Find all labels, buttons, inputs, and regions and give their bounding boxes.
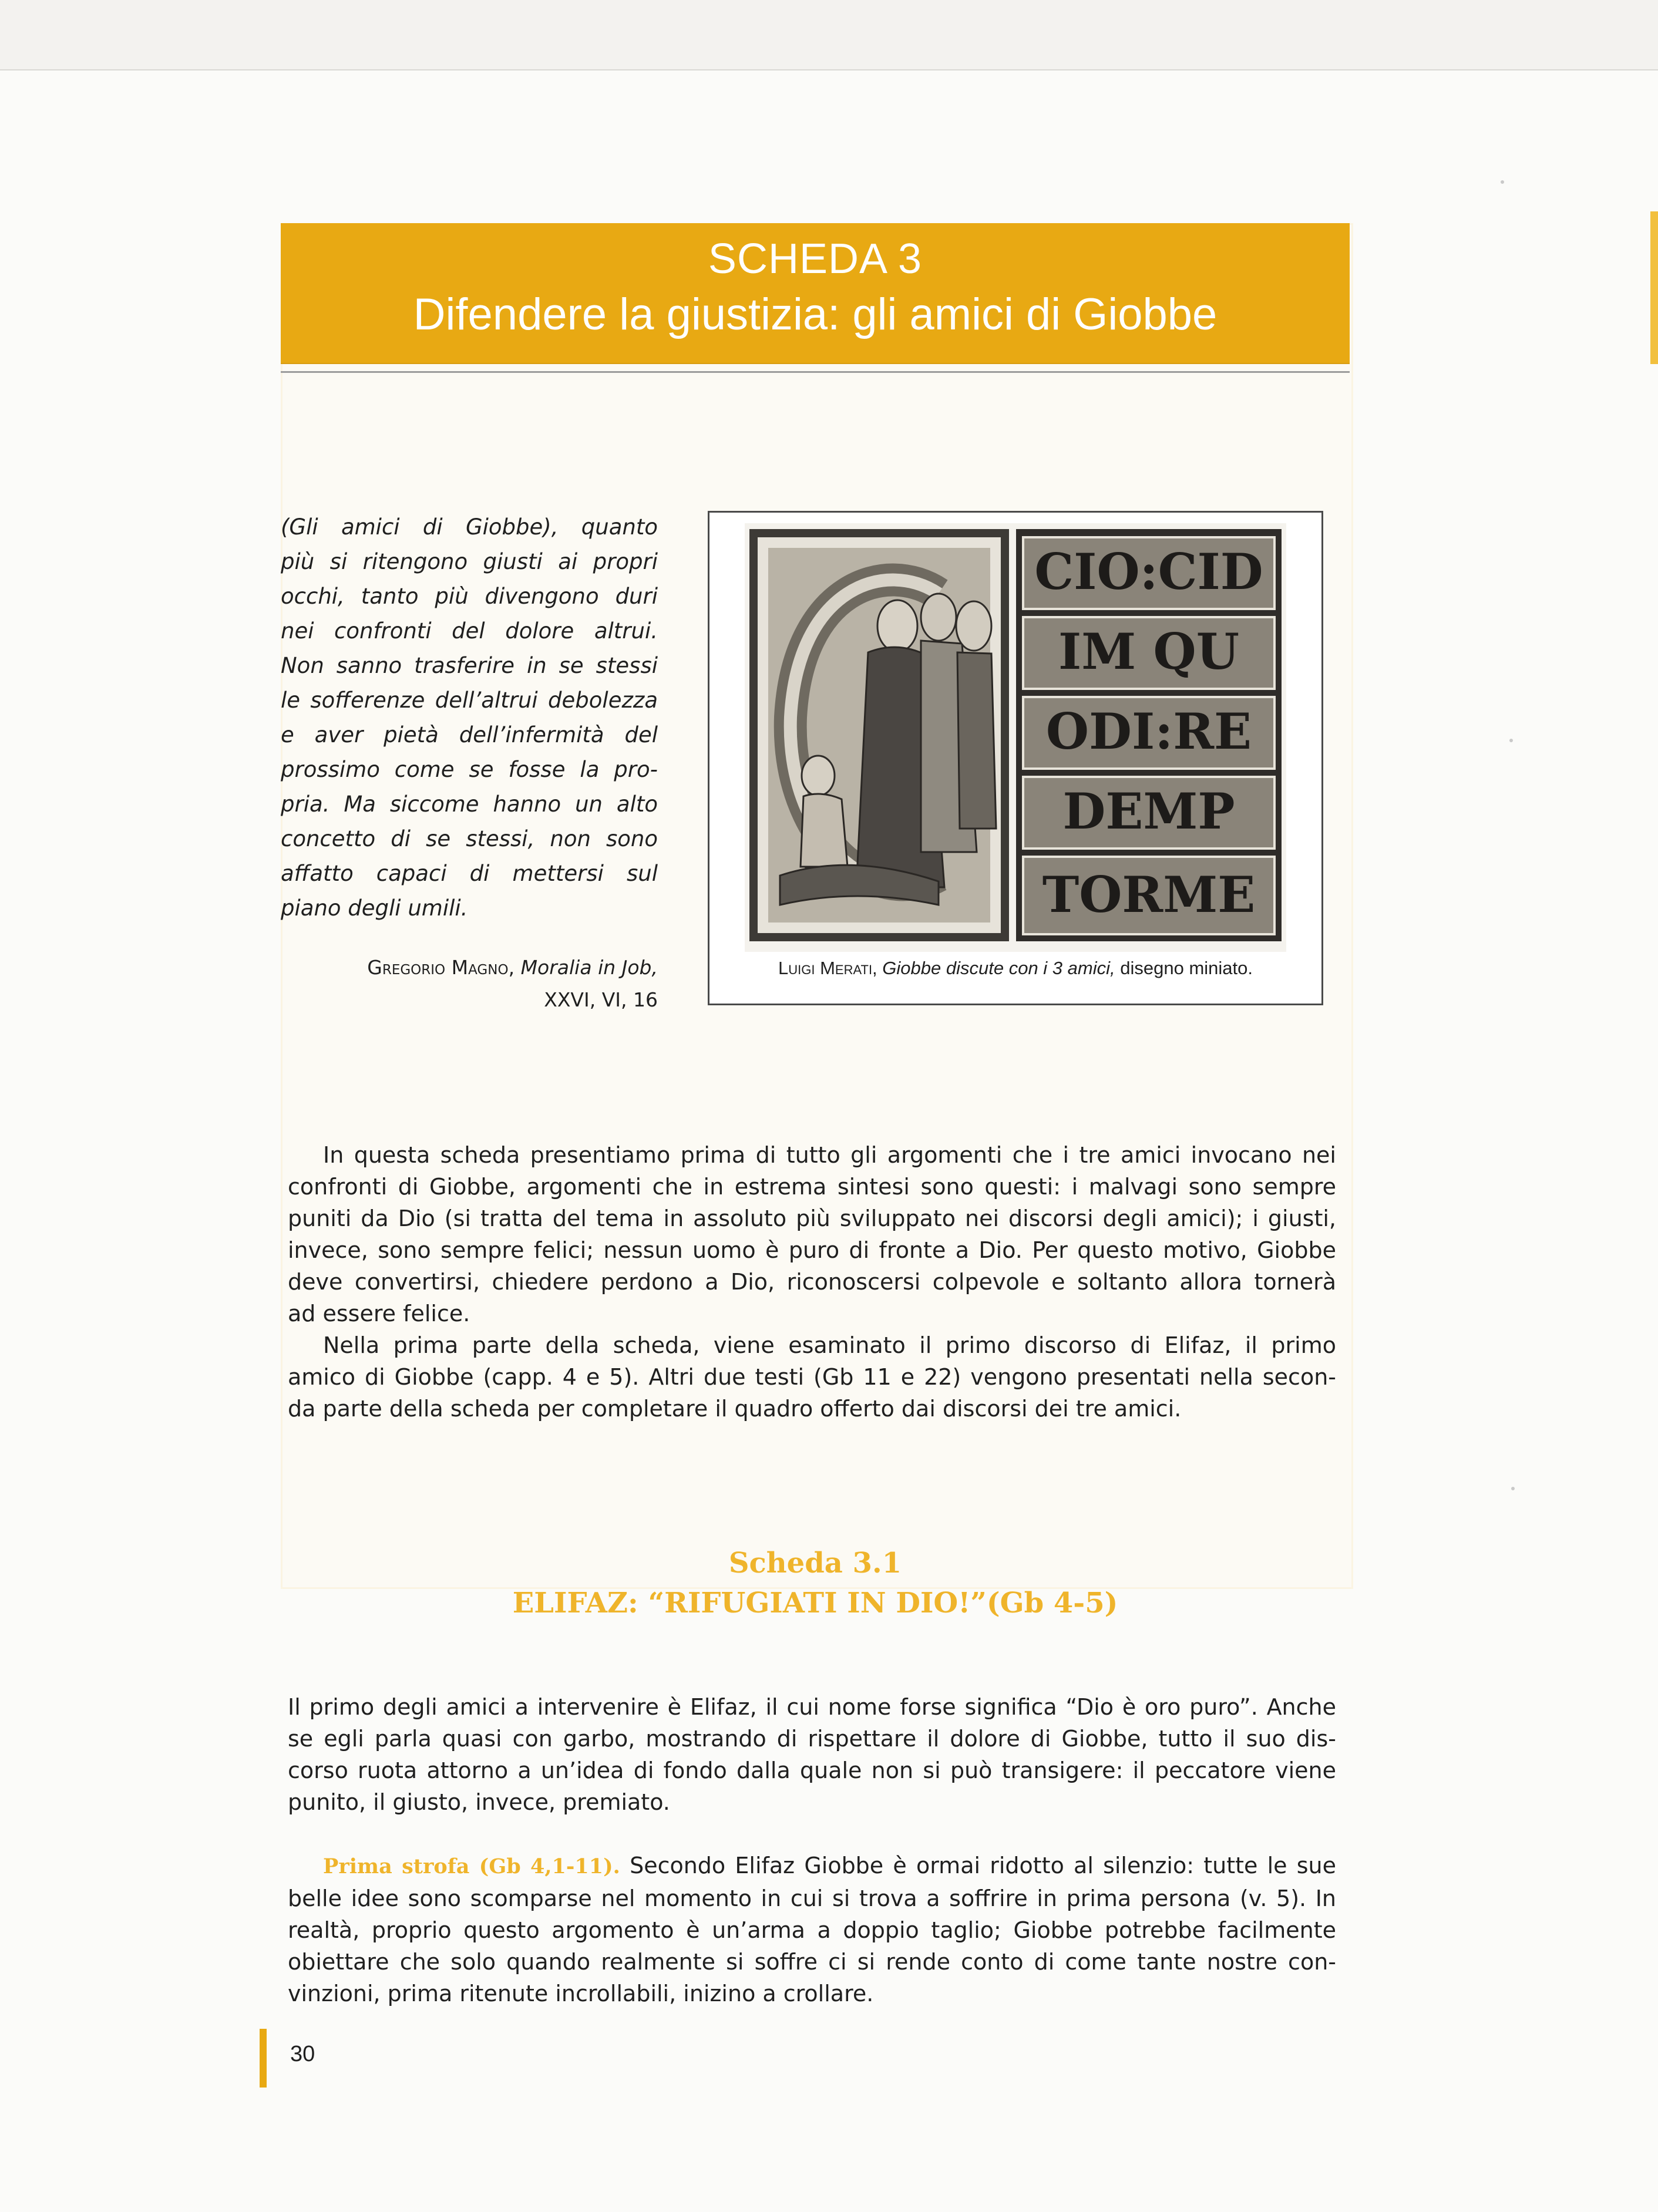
text-line: Nella prima parte della scheda, viene esaminato il primo discorso di Elifaz, il primo <box>323 1332 1336 1358</box>
quote-line: più si ritengono giusti ai propri <box>281 549 658 574</box>
section-title: ELIFAZ: “RIFUGIATI IN DIO!”(Gb 4-5) <box>512 1587 1118 1620</box>
quote-line: le sofferenze dell’altrui debolezza <box>281 688 658 713</box>
quote-line: (Gli amici di Giobbe), quanto <box>281 514 658 540</box>
page-title: Difendere la giustizia: gli amici di Giobbe <box>413 289 1218 339</box>
quote-attribution <box>281 951 658 1016</box>
quote-line: e aver pietà dell’infermità del <box>281 722 658 748</box>
caption-title: Giobbe discute con i 3 amici, <box>882 958 1115 978</box>
text-line: da parte della scheda per completare il quadro offerto dai discorsi dei tre amici. <box>288 1396 1182 1422</box>
intro-paragraph-2 <box>288 1329 1336 1425</box>
text-line: realtà, proprio questo argomento è un’arma a doppio taglio; Giobbe potrebbe facilmente <box>288 1917 1336 1943</box>
script-row: ODI:RE <box>1045 702 1252 760</box>
scheda-kicker: SCHEDA 3 <box>708 235 923 282</box>
script-row: CIO:CID <box>1034 543 1263 601</box>
quote-line: Non sanno trasferire in se stessi <box>281 653 658 678</box>
text-line: amico di Giobbe (capp. 4 e 5). Altri due testi (Gb 11 e 22) vengono presentati nella secon- <box>288 1364 1336 1390</box>
text-line: invece, sono sempre felici; nessun uomo è puro di fronte a Dio. Per questo motivo, Giobbe <box>288 1237 1336 1263</box>
illustration-figure <box>708 511 1323 1005</box>
script-row: TORME <box>1042 866 1256 924</box>
script-row: IM QU <box>1058 622 1239 681</box>
text-line: ad essere felice. <box>288 1301 470 1326</box>
text-line: deve convertirsi, chiedere perdono a Dio, riconoscersi colpevole e soltanto allora tornerà <box>288 1269 1336 1295</box>
quote-line: occhi, tanto più divengono duri <box>281 584 658 609</box>
text-line: In questa scheda presentiamo prima di tutto gli argomenti che i tre amici invocano nei <box>323 1142 1336 1168</box>
strofa-label: Prima strofa (Gb 4,1-11). <box>323 1854 620 1878</box>
caption-author: Luigi Merati, <box>778 958 877 978</box>
quote-line: nei confronti del dolore altrui. <box>281 618 658 644</box>
paper-speck <box>1501 180 1504 184</box>
quote-author: Gregorio Magno, <box>367 956 515 979</box>
paper-speck <box>1511 1487 1515 1490</box>
illuminated-miniature <box>745 523 1286 952</box>
figure-caption <box>717 958 1314 979</box>
section-number: Scheda 3.1 <box>728 1547 902 1580</box>
quote-line: pria. Ma siccome hanno un alto <box>281 792 658 817</box>
text-line: puniti da Dio (si tratta del tema in assoluto più sviluppato nei discorsi degli amici); i giusti, <box>288 1206 1336 1231</box>
strofa-first-line: Secondo Elifaz Giobbe è ormai ridotto al silenzio: tutte le sue <box>630 1853 1336 1878</box>
quote-line: affatto capaci di mettersi sul <box>281 861 658 886</box>
page-number: 30 <box>290 2042 315 2066</box>
quote-line: concetto di se stessi, non sono <box>281 826 658 851</box>
text-line: se egli parla quasi con garbo, mostrando di rispettare il dolore di Giobbe, tutto il suo dis- <box>288 1726 1336 1752</box>
script-row: DEMP <box>1062 782 1235 840</box>
epigraph-quote <box>281 510 658 925</box>
text-line: vinzioni, prima ritenute incrollabili, inizino a crollare. <box>288 1981 874 2006</box>
page-number-tab <box>260 2029 267 2088</box>
elifaz-paragraph <box>288 1691 1336 1818</box>
caption-medium: disegno miniato. <box>1120 958 1253 978</box>
text-line: punito, il giusto, invece, premiato. <box>288 1789 670 1815</box>
text-line: belle idee sono scomparse nel momento in cui si trova a soffrire in prima persona (v. 5). In <box>288 1886 1336 1911</box>
facing-page-edge <box>1650 211 1658 364</box>
quote-line: prossimo come se fosse la pro- <box>281 757 658 782</box>
text-line <box>288 1850 1336 1883</box>
quote-work: Moralia in Job, <box>520 956 658 979</box>
quote-reference: XXVI, VI, 16 <box>544 988 658 1011</box>
text-line: corso ruota attorno a un’idea di fondo dalla quale non si può transigere: il peccatore viene <box>288 1758 1336 1783</box>
intro-paragraph-1 <box>288 1139 1336 1329</box>
text-line: confronti di Giobbe, argomenti che in estrema sintesi sono questi: i malvagi sono sempre <box>288 1174 1336 1200</box>
text-line: Il primo degli amici a intervenire è Elifaz, il cui nome forse significa “Dio è oro puro”. Anche <box>288 1694 1336 1720</box>
paper-speck <box>1509 739 1513 742</box>
strofa-paragraph <box>288 1850 1336 2009</box>
header-rule <box>281 371 1350 373</box>
section-header-band <box>281 223 1350 363</box>
quote-line: piano degli umili. <box>281 895 468 921</box>
text-line: obiettare che solo quando realmente si soffre ci si rende conto di come tante nostre con- <box>288 1949 1336 1975</box>
